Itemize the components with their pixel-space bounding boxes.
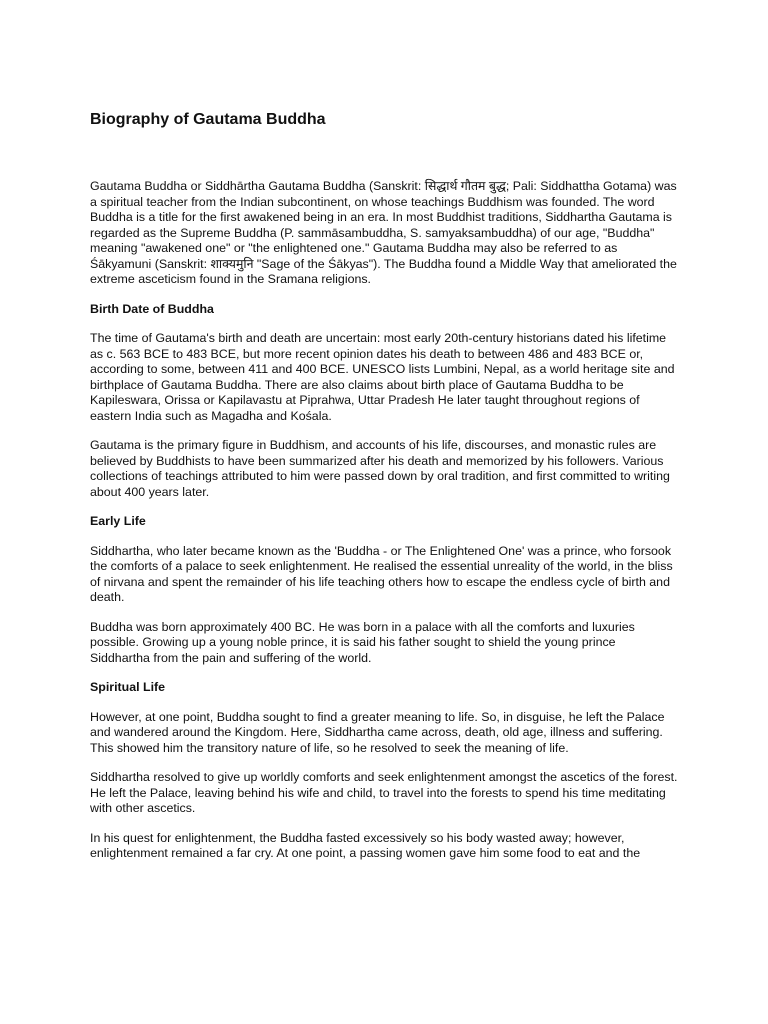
section-birth-date <box>90 302 678 501</box>
section-heading: Birth Date of Buddha <box>90 301 214 316</box>
section-heading: Early Life <box>90 514 146 528</box>
document-body <box>90 179 678 876</box>
document-title: Biography of Gautama Buddha <box>90 111 326 128</box>
section-early-life <box>90 514 678 666</box>
paragraph: Siddhartha, who later became known as the 'Buddha - or The Enlightened One' was a prince, who forsook the comforts of a palace to seek enlightenment. He realised the essential unreality of the world, in the bliss of nirvana and spent the remainder of his life teaching others how to escape the endless cycle of birth and death. <box>90 543 673 604</box>
paragraph: Siddhartha resolved to give up worldly comforts and seek enlightenment amongst the ascetics of the forest. He left the Palace, leaving behind his wife and child, to travel into the forests to spend his time meditating with other ascetics. <box>90 770 678 815</box>
paragraph: Buddha was born approximately 400 BC. He was born in a palace with all the comforts and luxuries possible. Growing up a young noble prince, it is said his father sought to shield the young prince Siddhartha from the pain and suffering of the world. <box>90 619 635 665</box>
paragraph: The time of Gautama's birth and death are uncertain: most early 20th-century historians dated his lifetime as c. 563 BCE to 483 BCE, but more recent opinion dates his death to between 486 and 483 BCE or, according to some, between 411 and 400 BCE. UNESCO lists Lumbini, Nepal, as a world heritage site and birthplace of Gautama Buddha. There are also claims about birth place of Gautama Buddha to be Kapileswara, Orissa or Kapilavastu at Piprahwa, Uttar Pradesh He later taught throughout regions of eastern India such as Magadha and Kośala. <box>90 331 675 423</box>
paragraph: Gautama is the primary figure in Buddhism, and accounts of his life, discourses, and monastic rules are believed by Buddhists to have been summarized after his death and memorized by his followers. Various collections of teachings attributed to him were passed down by oral tradition, and first committed to writing about 400 years later. <box>90 438 670 499</box>
paragraph: In his quest for enlightenment, the Buddha fasted excessively so his body wasted away; however, enlightenment remained a far cry. At one point, a passing women gave him some food to eat and the <box>90 830 641 860</box>
paragraph: However, at one point, Buddha sought to find a greater meaning to life. So, in disguise, he left the Palace and wandered around the Kingdom. Here, Siddhartha came across, death, old age, illness and suffering. This showed him the transitory nature of life, so he resolved to seek the meaning of life. <box>90 709 665 755</box>
intro-paragraph: Gautama Buddha or Siddhārtha Gautama Buddha (Sanskrit: सिद्धार्थ गौतम बुद्ध; Pali: Siddhattha Gotama) was a spiritual teacher from the Indian subcontinent, on whose teachings Buddhism was founded. The word Buddha is a title for the first awakened being in an era. In most Buddhist traditions, Siddhartha Gautama is regarded as the Supreme Buddha (P. sammāsambuddha, S. samyaksambuddha) of our age, "Buddha" meaning "awakened one" or "the enlightened one." Gautama Buddha may also be referred to as Śākyamuni (Sanskrit: शाक्यमुनि "Sage of the Śākyas"). The Buddha found a Middle Way that ameliorated the extreme asceticism found in the Sramana religions. <box>90 179 677 286</box>
section-spiritual-life <box>90 680 678 862</box>
section-heading: Spiritual Life <box>90 680 166 694</box>
